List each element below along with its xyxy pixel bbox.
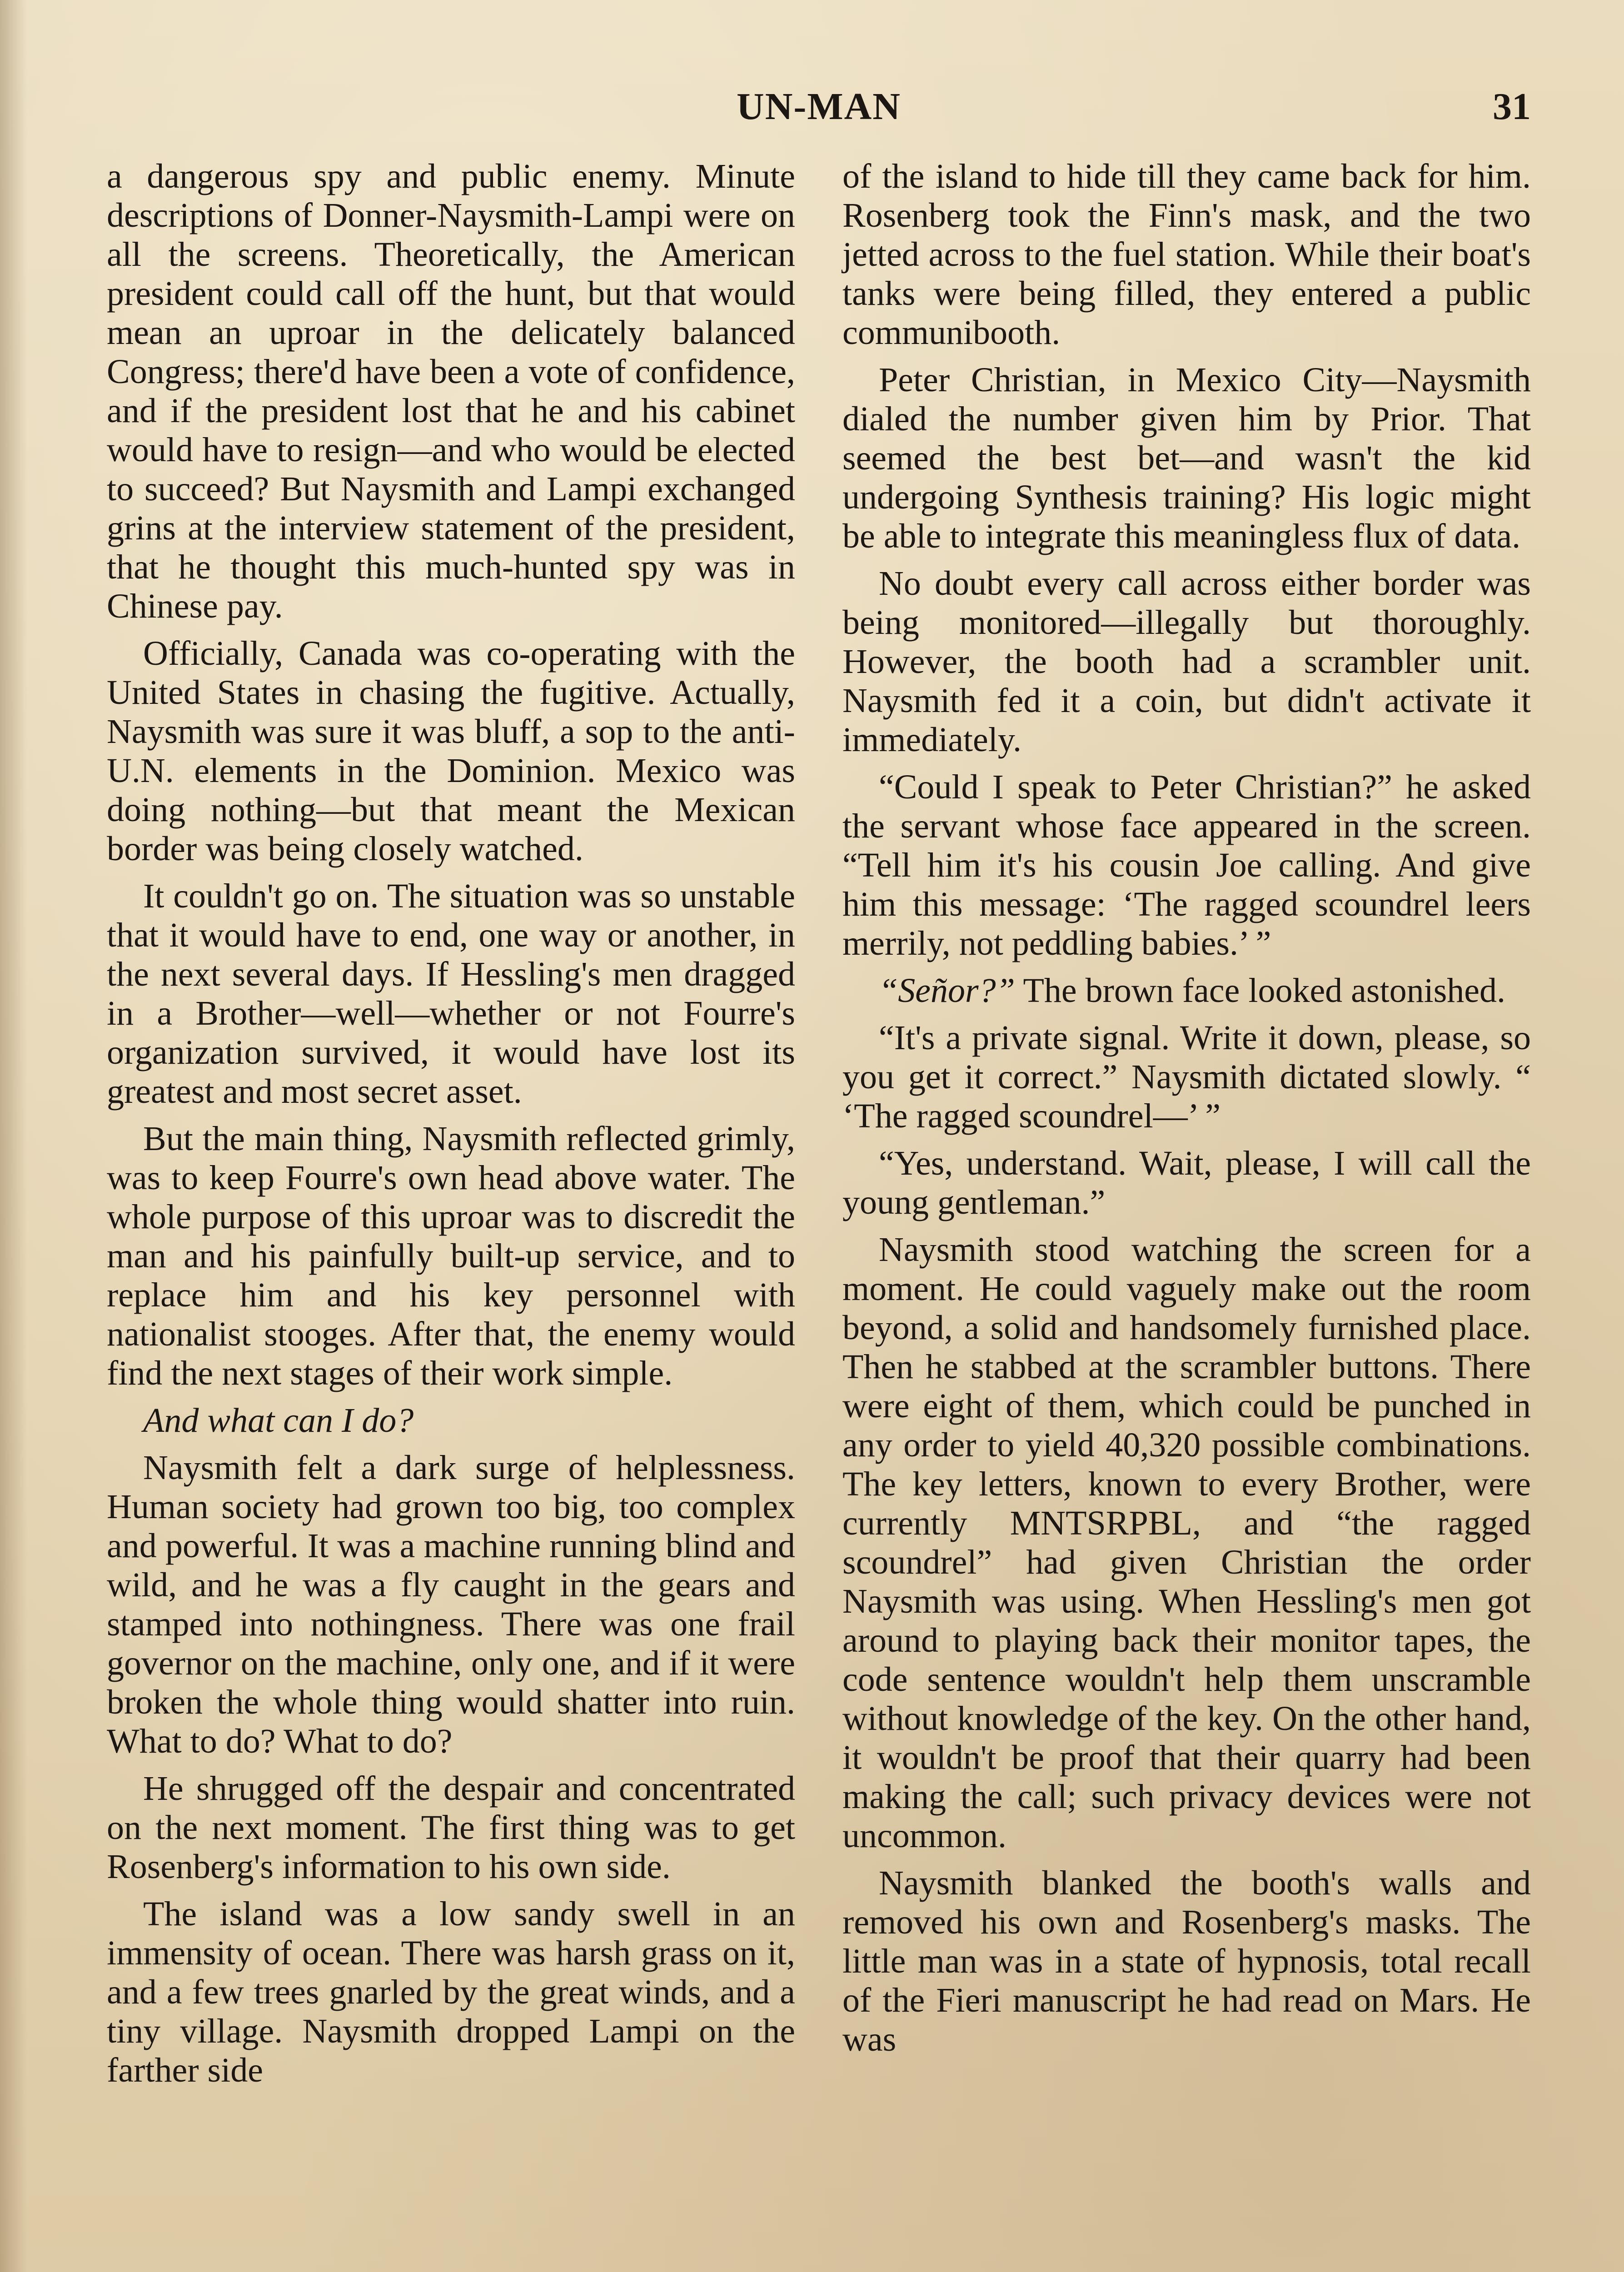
left-column [107, 157, 795, 2272]
paragraph: Naysmith stood watching the screen for a moment. He could vaguely make out the room beyond, a solid and handsomely furnished place. Then he stabbed at the scrambler buttons. There were eight of them, which could be punched in any order to yield 40,320 possible combinations. The key letters, known to every Brother, were currently MNTSRPBL, and “the ragged scoundrel” had given Christian the order Naysmith was using. When Hessling's men got around to playing back their monitor tapes, the code sentence wouldn't help them unscramble without knowledge of the key. On the other hand, it wouldn't be proof that their quarry had been making the call; such privacy devices were not uncommon. [842, 1231, 1531, 1855]
paragraph: He shrugged off the despair and concentrated on the next moment. The first thing was to get Rosenberg's information to his own side. [107, 1769, 795, 1886]
paragraph: “Could I speak to Peter Christian?” he asked the servant whose face appeared in the screen. “Tell him it's his cousin Joe calling. And give him this message: ‘The ragged scoundrel leers merrily, not peddling babies.’ ” [842, 768, 1531, 962]
paragraph: “It's a private signal. Write it down, please, so you get it correct.” Naysmith dictated slowly. “ ‘The ragged scoundrel—’ ” [842, 1019, 1531, 1135]
paragraph: It couldn't go on. The situation was so unstable that it would have to end, one way or another, in the next several days. If Hessling's men dragged in a Brother—well—whether or not Fourre's organization survived, it would have lost its greatest and most secret asset. [107, 877, 795, 1111]
italic-text: And what can I do? [143, 1401, 414, 1440]
right-column [842, 157, 1531, 2272]
paragraph: of the island to hide till they came back for him. Rosenberg took the Finn's mask, and the two jetted across to the fuel station. While their boat's tanks were being filled, they entered a public communibooth. [842, 157, 1531, 352]
italic-paragraph [107, 1401, 795, 1440]
running-title: UN-MAN [737, 85, 901, 128]
paragraph: The island was a low sandy swell in an immensity of ocean. There was harsh grass on it, and a few trees gnarled by the great winds, and a tiny village. Naysmith dropped Lampi on the farther side [107, 1895, 795, 2089]
page-edge-shadow [0, 0, 27, 2272]
page-number: 31 [1493, 85, 1531, 128]
paragraph [842, 971, 1531, 1010]
paragraph: Naysmith felt a dark surge of helplessness. Human society had grown too big, too complex and powerful. It was a machine running blind and wild, and he was a fly caught in the gears and stamped into nothingness. There was one frail governor on the machine, only one, and if it were broken the whole thing would shatter into ruin. What to do? What to do? [107, 1449, 795, 1760]
text-columns [107, 157, 1531, 2272]
italic-text: “Señor?” [879, 972, 1015, 1010]
paragraph: Officially, Canada was co-operating with the United States in chasing the fugitive. Actually, Naysmith was sure it was bluff, a sop to the anti-U.N. elements in the Dominion. Mexico was doing nothing—but that meant the Mexican border was being closely watched. [107, 634, 795, 868]
paragraph: Peter Christian, in Mexico City—Naysmith dialed the number given him by Prior. That seemed the best bet—and wasn't the kid undergoing Synthesis training? His logic might be able to integrate this meaningless flux of data. [842, 361, 1531, 555]
paragraph: a dangerous spy and public enemy. Minute descriptions of Donner-Naysmith-Lampi were on all the screens. Theoretically, the American president could call off the hunt, but that would mean an uproar in the delicately balanced Congress; there'd have been a vote of confidence, and if the president lost that he and his cabinet would have to resign—and who would be elected to succeed? But Naysmith and Lampi exchanged grins at the interview statement of the president, that he thought this much-hunted spy was in Chinese pay. [107, 157, 795, 625]
paragraph-text: The brown face looked astonished. [1015, 972, 1506, 1010]
paragraph: But the main thing, Naysmith reflected grimly, was to keep Fourre's own head above water. The whole purpose of this uproar was to discredit the man and his painfully built-up service, and to replace him and his key personnel with nationalist stooges. After that, the enemy would find the next stages of their work simple. [107, 1120, 795, 1392]
paragraph: Naysmith blanked the booth's walls and removed his own and Rosenberg's masks. The little man was in a state of hypnosis, total recall of the Fieri manuscript he had read on Mars. He was [842, 1864, 1531, 2058]
paragraph: No doubt every call across either border was being monitored—illegally but thoroughly. However, the booth had a scrambler unit. Naysmith fed it a coin, but didn't activate it immediately. [842, 564, 1531, 759]
paragraph: “Yes, understand. Wait, please, I will call the young gentleman.” [842, 1144, 1531, 1221]
page-header [107, 80, 1531, 134]
